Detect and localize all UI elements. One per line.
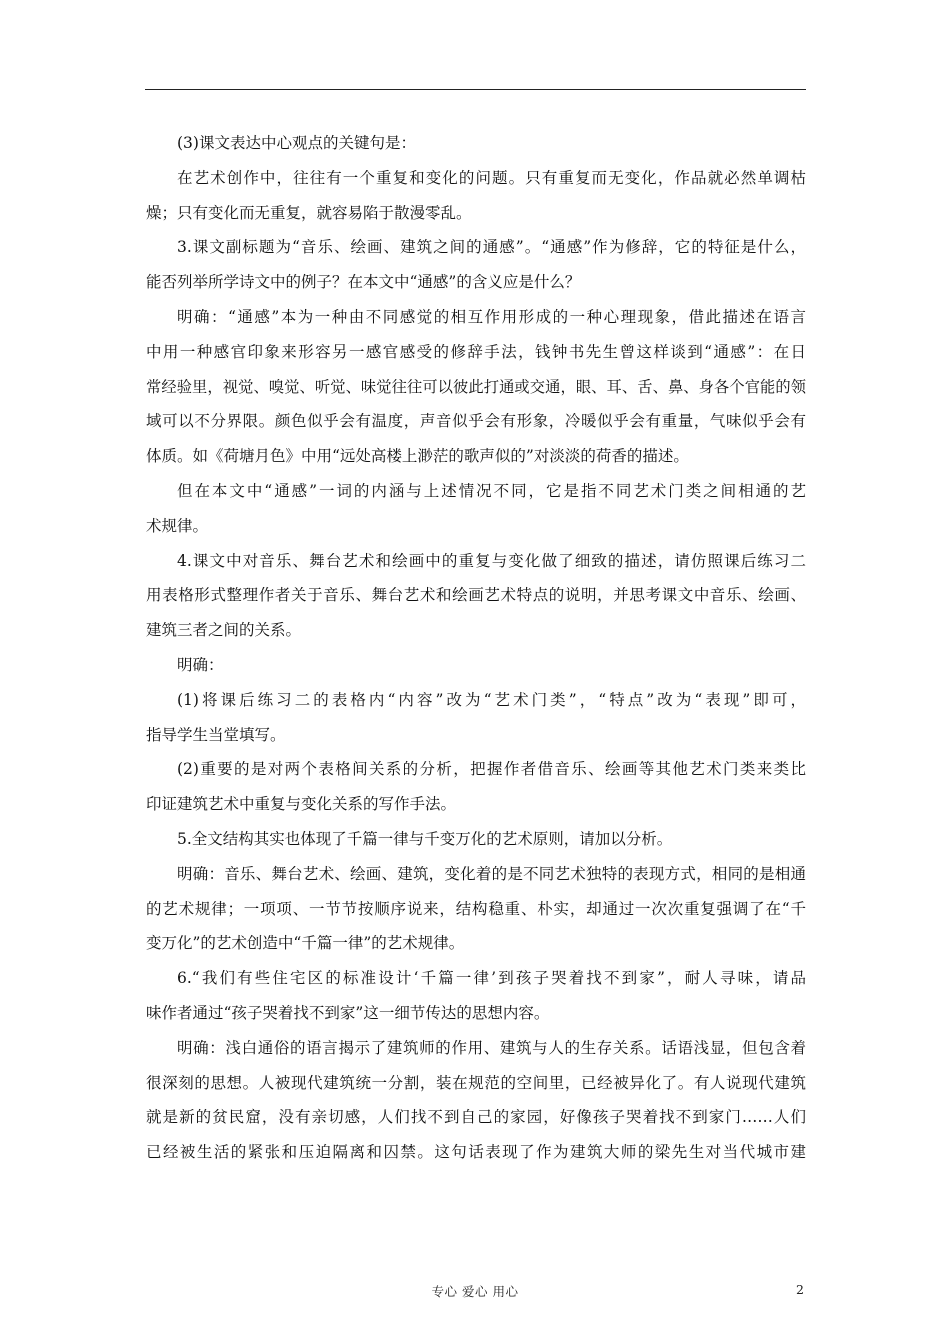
page-number: 2 — [796, 1282, 804, 1297]
text-line: 域可以不分界限。颜色似乎会有温度，声音似乎会有形象，冷暖似乎会有重量，气味似乎会有 — [146, 412, 806, 431]
text-line: 变万化”的艺术创造中“千篇一律”的艺术规律。 — [146, 934, 465, 953]
text-line: 已经被生活的紧张和压迫隔离和囚禁。这句话表现了作为建筑大师的梁先生对当代城市建 — [146, 1143, 806, 1162]
text-line: 常经验里，视觉、嗅觉、听觉、味觉往往可以彼此打通或交通，眼、耳、舌、鼻、身各个官能的领 — [146, 377, 806, 396]
text-line: 明确：音乐、舞台艺术、绘画、建筑，变化着的是不同艺术独特的表现方式，相同的是相通 — [177, 864, 806, 883]
text-line: 印证建筑艺术中重复与变化关系的写作手法。 — [146, 795, 457, 814]
text-line: 在艺术创作中，往往有一个重复和变化的问题。只有重复而无变化，作品就必然单调枯 — [177, 168, 806, 187]
text-line: 5.全文结构其实也体现了千篇一律与千变万化的艺术原则，请加以分析。 — [177, 829, 673, 848]
text-line: 明确： — [177, 655, 224, 674]
text-line: 用表格形式整理作者关于音乐、舞台艺术和绘画艺术特点的说明，并思考课文中音乐、绘画、 — [146, 586, 806, 605]
text-line: (3)课文表达中心观点的关键句是： — [177, 134, 416, 152]
text-line: 6.“我们有些住宅区的标准设计‘千篇一律’到孩子哭着找不到家”，耐人寻味，请品 — [177, 969, 806, 988]
header-rule — [145, 89, 806, 90]
text-line: 建筑三者之间的关系。 — [146, 621, 302, 640]
text-line: 3.课文副标题为“音乐、绘画、建筑之间的通感”。“通感”作为修辞，它的特征是什么， — [177, 238, 806, 257]
text-line: 但在本文中“通感”一词的内涵与上述情况不同，它是指不同艺术门类之间相通的艺 — [177, 481, 806, 500]
text-line: 能否列举所学诗文中的例子？在本文中“通感”的含义应是什么？ — [146, 273, 581, 292]
text-line: 燥；只有变化而无重复，就容易陷于散漫零乱。 — [146, 203, 472, 222]
text-line: 中用一种感官印象来形容另一感官感受的修辞手法，钱钟书先生曾这样谈到“通感”：在日 — [146, 342, 806, 361]
text-line: (1)将课后练习二的表格内“内容”改为“艺术门类”，“特点”改为“表现”即可， — [177, 690, 806, 709]
text-line: 体质。如《荷塘月色》中用“远处高楼上渺茫的歌声似的”对淡淡的荷香的描述。 — [146, 447, 689, 466]
text-line: 4.课文中对音乐、舞台艺术和绘画中的重复与变化做了细致的描述，请仿照课后练习二 — [177, 551, 806, 570]
document-body — [146, 126, 806, 1170]
text-line: (2)重要的是对两个表格间关系的分析，把握作者借音乐、绘画等其他艺术门类来类比 — [177, 760, 806, 779]
text-line: 明确：“通感”本为一种由不同感觉的相互作用形成的一种心理现象，借此描述在语言 — [177, 307, 806, 326]
text-line: 就是新的贫民窟，没有亲切感，人们找不到自己的家园，好像孩子哭着找不到家门……人们 — [146, 1108, 806, 1127]
text-line: 术规律。 — [146, 516, 209, 535]
text-line: 明确：浅白通俗的语言揭示了建筑师的作用、建筑与人的生存关系。话语浅显，但包含着 — [177, 1038, 806, 1057]
text-line: 的艺术规律；一项项、一节节按顺序说来，结构稳重、朴实，却通过一次次重复强调了在“千 — [146, 899, 806, 918]
text-line: 味作者通过“孩子哭着找不到家”这一细节传达的思想内容。 — [146, 1003, 550, 1022]
text-line: 很深刻的思想。人被现代建筑统一分割，装在规范的空间里，已经被异化了。有人说现代建筑 — [146, 1073, 806, 1092]
footer-motto: 专心 爱心 用心 — [431, 1284, 519, 1299]
text-line: 指导学生当堂填写。 — [146, 725, 286, 744]
